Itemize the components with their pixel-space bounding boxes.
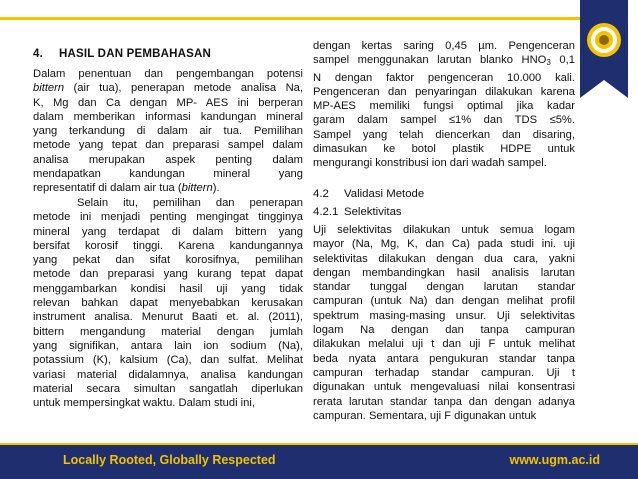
text-line: bittern mengandung material dengan jumlah: [33, 325, 303, 338]
ugm-logo-ribbon: [580, 0, 628, 98]
text-line: relevan bahkan dapat menyebabkan kerusakan: [33, 297, 303, 310]
text-line: N dengan faktor pengenceran 10.000 kali.: [313, 71, 575, 84]
heading-number: 4.: [33, 48, 43, 60]
subsection-number: 4.2: [313, 188, 329, 200]
text-line: standar tunggal dengan larutan standar: [313, 281, 575, 294]
text-fragment: 0,1: [550, 54, 575, 67]
text-line: potassium (K), kalsium (Ca), dan sulfat. Melihat: [33, 354, 303, 367]
text-line: mayor (Na, Mg, K, dan Ca) pada studi ini. uji: [313, 238, 575, 251]
text-line: dengan membandingkan hasil analisis larutan: [313, 266, 575, 279]
text-line: dilakukan melalui uji t dan uji F untuk melihat: [313, 338, 575, 351]
text-line: material secara simultan sangatlah diperlukan: [33, 382, 303, 395]
footer-bar: [0, 443, 638, 479]
text-line: dalam memberikan informasi kandungan mineral: [33, 110, 303, 123]
text-line: analisa merupakan aspek penting dalam: [33, 153, 303, 166]
text-line: yang pekat dan sifat korosifnya, pemilihan: [33, 254, 303, 267]
text-line: yang terkandung di dalam air tua. Pemilihan: [33, 125, 303, 138]
text-line: sampel menggunakan larutan blanko $HNO_3$ 0,1: [313, 54, 575, 68]
text-line: metode dan preparasi yang kurang tepat dapat: [33, 268, 303, 281]
text-line: instrument analisa. Menurut Baati et. al. (2011),: [33, 311, 303, 324]
text-line: garam dalam sampel ≤1% dan TDS ≤5%.: [313, 114, 575, 127]
section-heading: [33, 48, 211, 60]
text-line: menggambarkan kondisi hasil uji yang tidak: [33, 282, 303, 295]
text-line: rerata larutan standar tanpa dan dengan adanya: [313, 395, 575, 408]
text-line: mengurangi konstribusi ion dari wadah sampel.: [313, 157, 547, 170]
text-line: dimasukan ke botol plastik HDPE untuk: [313, 143, 575, 156]
text-line: Sampel yang telah diencerkan dan disaring,: [313, 128, 575, 141]
text-line: mineral yang terdapat di dalam bittern yang: [33, 225, 303, 238]
paragraph-selectivity: [313, 223, 575, 423]
text-line: dengan kertas saring 0,45 µm. Pengenceran: [313, 40, 575, 52]
text-line: mendapatkan kandungan mineral yang: [33, 168, 303, 181]
subsubsection-number: 4.2.1: [313, 206, 339, 218]
text-line: campuran (untuk Na) dan dengan melihat profil: [313, 295, 575, 308]
footer-url-link[interactable]: www.ugm.ac.id: [509, 453, 600, 467]
text-line: selektivitas dilakukan dengan dua cara, yakni: [313, 252, 575, 265]
document-page: [25, 40, 578, 422]
text-line: metode ini menjadi penting mengingat tingginya: [33, 211, 303, 224]
subsubsection-heading: [313, 206, 402, 218]
paragraph-preparation: [313, 39, 575, 171]
text-line: spektrum masing-masing unsur. Uji selektivitas: [313, 309, 575, 322]
heading-title: HASIL DAN PEMBAHASAN: [59, 48, 212, 60]
footer-tagline: Locally Rooted, Globally Respected: [63, 453, 276, 467]
text-line: untuk mempersingkat waktu. Dalam studi ini,: [33, 397, 255, 410]
text-line: MP-AES memiliki fungsi optimal jika kadar: [313, 100, 575, 113]
text-line: campuran terhadap standar campuran. Uji t: [313, 366, 575, 379]
footer-accent-line: [0, 443, 638, 445]
text-line: bersifat korosif tinggi. Karena kandungannya: [33, 239, 303, 252]
subsection-title: Validasi Metode: [344, 188, 425, 200]
subsubsection-title: Selektivitas: [344, 206, 402, 218]
text-line: Pengenceran dan penyaringan dilakukan karena: [313, 85, 575, 98]
text-line: Selain itu, pemilihan dan penerapan: [77, 197, 303, 209]
subscript: 3: [546, 58, 551, 68]
top-accent-line: [0, 17, 580, 20]
text-line: variasi material didalamnya, analisa kandungan: [33, 368, 303, 381]
text-line: bittern (air tua), penerapan metode analisa Na,: [33, 82, 303, 95]
text-line: digunakan untuk mengevaluasi nilai konsentrasi: [313, 381, 575, 394]
text-line: Dalam penentuan dan pengembangan potensi: [33, 68, 303, 80]
text-line: representatif di dalam air tua (bittern).: [33, 182, 220, 195]
text-line: logam Na dengan dan tanpa campuran: [313, 324, 575, 337]
paragraph-selain: [33, 196, 303, 410]
text-line: metode yang tepat dan preparasi sampel dalam: [33, 139, 303, 152]
text-line: yang signifikan, antara lain ion sodium (Na),: [33, 339, 303, 352]
text-line: K, Mg dan Ca dengan MP- AES ini berperan: [33, 96, 303, 109]
text-line: campuran. Sementara, uji F digunakan untuk: [313, 409, 537, 422]
subsection-heading: [313, 188, 424, 200]
paragraph-intro: [33, 67, 303, 196]
text-line: Uji selektivitas dilakukan untuk semua logam: [313, 224, 575, 236]
text-line: beda nyata antara pengukuran standar tanpa: [313, 352, 575, 365]
